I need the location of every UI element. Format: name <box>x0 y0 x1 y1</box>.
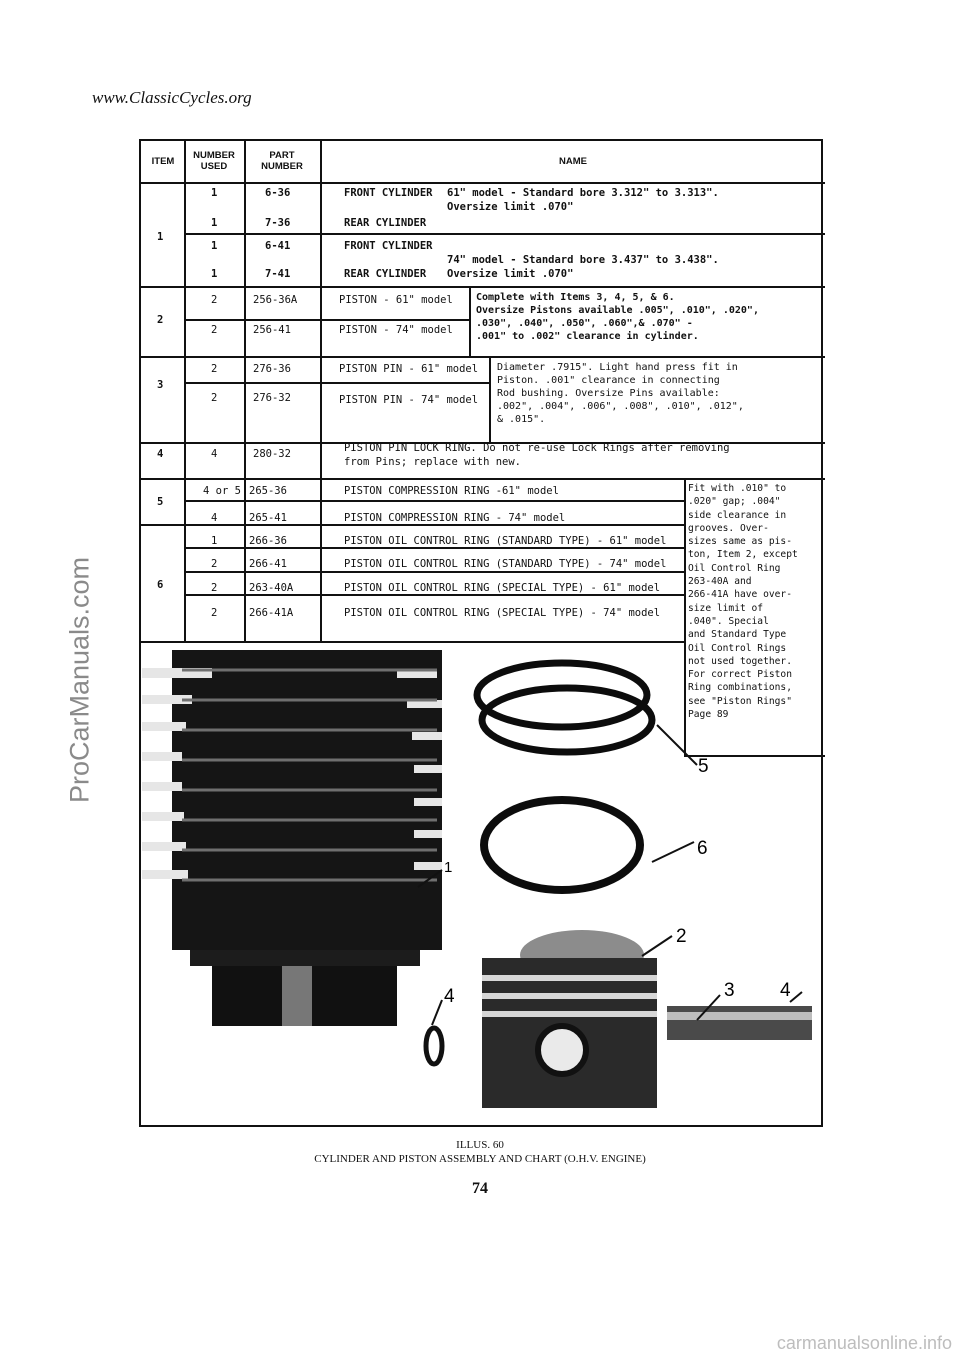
cell-part: 256-36A <box>253 294 298 306</box>
cell-part: 6-36 <box>265 187 291 199</box>
cell-part: 256-41 <box>253 324 291 336</box>
cell-part: 7-36 <box>265 217 291 229</box>
piston-pin-image <box>667 1006 812 1040</box>
item-number: 6 <box>157 579 164 591</box>
cell-name-continued: from Pins; replace with new. <box>344 456 522 468</box>
cell-name: PISTON PIN LOCK RING. Do not re-use Lock Rings after removing <box>344 442 730 454</box>
cell-name: PISTON COMPRESSION RING -61" model <box>344 485 559 497</box>
cell-used: 1 <box>211 268 218 280</box>
cell-name: PISTON OIL CONTROL RING (SPECIAL TYPE) - 74" model <box>344 607 661 619</box>
lock-ring-image <box>426 1028 442 1064</box>
cell-used: 1 <box>211 217 218 229</box>
cylinder-image <box>142 650 442 1026</box>
site-url: www.ClassicCycles.org <box>92 88 252 107</box>
callout-2: 2 <box>676 926 687 947</box>
cell-part: 266-41 <box>249 558 287 570</box>
callout-4-pin: 4 <box>780 980 791 1001</box>
cell-used: 1 <box>211 535 218 547</box>
cell-part: 265-36 <box>249 485 287 497</box>
callout-5: 5 <box>698 756 709 777</box>
cell-part: 263-40A <box>249 582 294 594</box>
cell-part: 280-32 <box>253 448 291 460</box>
cell-name: FRONT CYLINDER <box>344 187 433 199</box>
header-name: NAME <box>559 156 587 167</box>
cell-used: 4 <box>211 512 218 524</box>
piston-image <box>482 930 657 1108</box>
cell-part: 276-36 <box>253 363 291 375</box>
caption-line-2: CYLINDER AND PISTON ASSEMBLY AND CHART (O.H.V. ENGINE) <box>314 1153 646 1165</box>
bottom-watermark: carmanualsonline.info <box>776 1333 952 1353</box>
item-number: 3 <box>157 379 164 391</box>
cell-used: 2 <box>211 558 218 570</box>
cell-part: 265-41 <box>249 512 287 524</box>
callout-6: 6 <box>697 838 708 859</box>
cell-name: PISTON PIN - 74" model <box>339 394 479 406</box>
side-watermark: ProCarManuals.com <box>64 556 95 804</box>
callout-1: 1 <box>444 859 453 876</box>
caption-line-1: ILLUS. 60 <box>456 1139 504 1151</box>
oil-ring-image <box>484 800 640 890</box>
header-part-number: PART NUMBER <box>261 150 303 172</box>
note-cylinder-74: 74" model - Standard bore 3.437" to 3.438". Oversize limit .070" <box>447 254 719 280</box>
cell-used: 2 <box>211 324 218 336</box>
cell-used: 2 <box>211 294 218 306</box>
cell-used: 2 <box>211 363 218 375</box>
cell-used: 1 <box>211 240 218 252</box>
note-rings: Fit with .010" to .020" gap; .004" side clearance in grooves. Over- sizes same as pis- ton, Item 2, except Oil Control Ring 263-40A and 266-41A have over- size limit of .040". Special and Standard Type Oil Control Rings not used together. For correct Piston Ring combinations, see "Piston Rings" Page 89 <box>688 483 798 721</box>
cell-used: 4 or 5 <box>203 485 241 497</box>
cell-name: PISTON COMPRESSION RING - 74" model <box>344 512 566 524</box>
cell-name: FRONT CYLINDER <box>344 240 433 252</box>
figure-caption <box>0 1138 960 1166</box>
item-number: 5 <box>157 496 164 508</box>
cell-name: REAR CYLINDER <box>344 268 427 280</box>
header-number-used: NUMBER USED <box>193 150 235 172</box>
cell-name: REAR CYLINDER <box>344 217 427 229</box>
note-piston: Complete with Items 3, 4, 5, & 6. Oversize Pistons available .005", .010", .020", .030", .040", .050", .060",& .070" - .001" to .002" clearance in cylinder. <box>476 292 759 342</box>
cell-name: PISTON - 61" model <box>339 294 453 306</box>
cell-name: PISTON OIL CONTROL RING (STANDARD TYPE) - 74" model <box>344 558 667 570</box>
cell-used: 2 <box>211 607 218 619</box>
cell-part: 266-36 <box>249 535 287 547</box>
cell-used: 2 <box>211 392 218 404</box>
cell-used: 4 <box>211 448 218 460</box>
cylinder-piston-illustration <box>142 640 822 1125</box>
item-number: 2 <box>157 314 164 326</box>
item-number: 4 <box>157 448 164 460</box>
header-item: ITEM <box>151 156 175 167</box>
callout-3: 3 <box>724 980 735 1001</box>
item-number: 1 <box>157 231 164 243</box>
cell-name: PISTON PIN - 61" model <box>339 363 479 375</box>
note-piston-pin: Diameter .7915". Light hand press fit in Piston. .001" clearance in connecting Rod bushing. Oversize Pins available: .002", .004", .006", .008", .010", .012", & .015". <box>497 362 744 425</box>
callout-4-lock: 4 <box>444 986 455 1007</box>
note-cylinder-61: 61" model - Standard bore 3.312" to 3.313". Oversize limit .070" <box>447 187 719 213</box>
cell-name: PISTON OIL CONTROL RING (SPECIAL TYPE) - 61" model <box>344 582 661 594</box>
cell-part: 276-32 <box>253 392 291 404</box>
cell-part: 7-41 <box>265 268 291 280</box>
cell-name: PISTON - 74" model <box>339 324 453 336</box>
cell-name: PISTON OIL CONTROL RING (STANDARD TYPE) - 61" model <box>344 535 667 547</box>
page-number: 74 <box>472 1180 488 1197</box>
cell-used: 2 <box>211 582 218 594</box>
cell-part: 6-41 <box>265 240 291 252</box>
compression-rings-image <box>477 663 652 752</box>
cell-part: 266-41A <box>249 607 294 619</box>
cell-used: 1 <box>211 187 218 199</box>
